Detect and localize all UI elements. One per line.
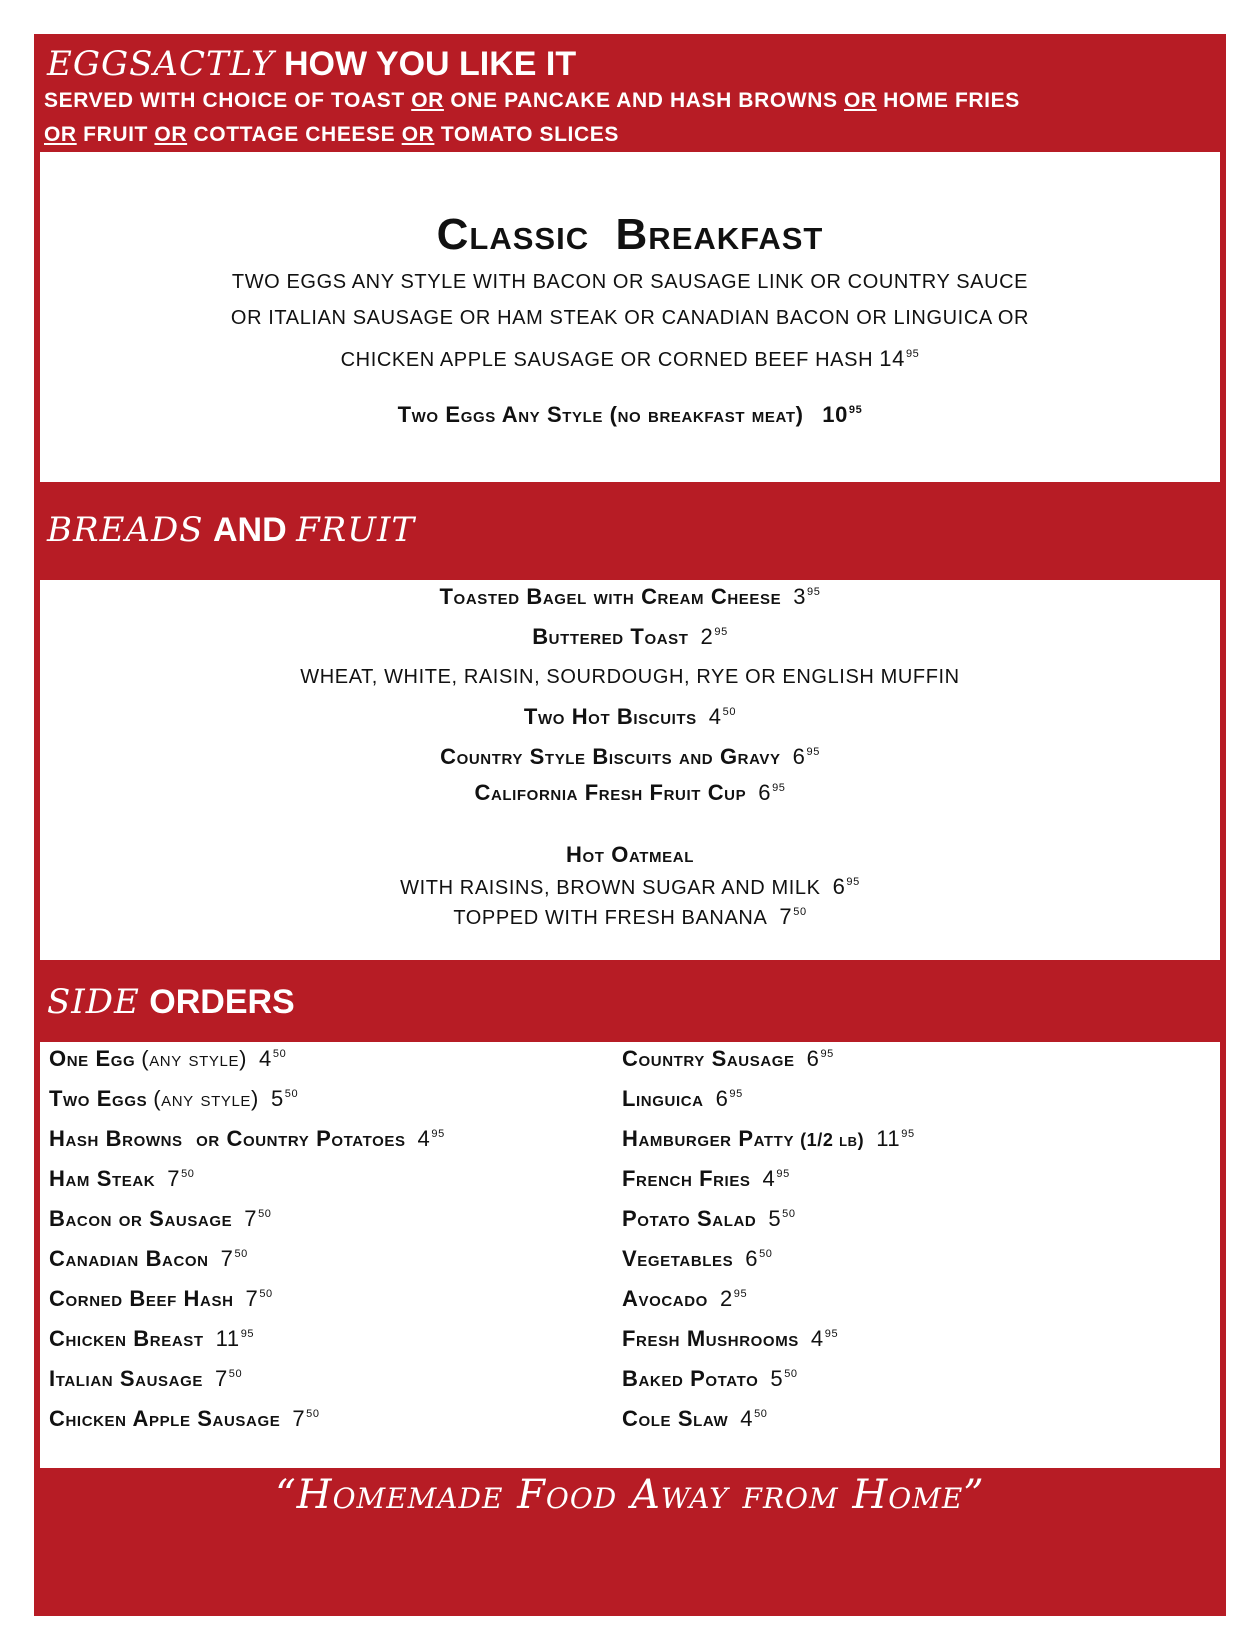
price-main: 6 [745, 1246, 759, 1271]
item-name: Toasted Bagel with Cream Cheese [439, 584, 782, 609]
item-name: Chicken Breast [49, 1326, 204, 1351]
served-text: ONE PANCAKE AND HASH BROWNS [443, 89, 844, 112]
price-cents: 50 [259, 1288, 273, 1300]
item-price [758, 780, 785, 805]
item-note: (1/2 lb) [800, 1130, 865, 1150]
item-price [793, 744, 820, 769]
price-main: 4 [762, 1166, 776, 1191]
side-script-word: SIDE [47, 982, 140, 1022]
or-underlined: OR [411, 89, 444, 112]
price-cents: 95 [733, 1288, 748, 1300]
price-cents: 95 [846, 876, 860, 888]
item-price [716, 1086, 743, 1111]
price-cents: 95 [772, 782, 786, 794]
served-text: COTTAGE CHEESE [187, 123, 402, 146]
side-order-item [622, 1126, 915, 1152]
price-cents: 50 [754, 1408, 768, 1420]
item-name: Hot Oatmeal [566, 842, 694, 867]
price-main: 5 [770, 1366, 784, 1391]
item-name: Potato Salad [622, 1206, 757, 1231]
price-main: 10 [822, 402, 848, 427]
menu-item [40, 704, 1220, 730]
price-cents: 50 [258, 1208, 272, 1220]
price-main: 4 [740, 1406, 754, 1431]
item-name: Country Style Biscuits and Gravy [440, 744, 781, 769]
item-price [763, 1166, 790, 1191]
item-name: Canadian Bacon [49, 1246, 209, 1271]
item-price [822, 402, 862, 427]
menu-item-variant [40, 904, 1220, 930]
price-main: 11 [215, 1326, 240, 1351]
item-price [221, 1246, 248, 1271]
price-cents: 50 [759, 1248, 773, 1260]
item-price [418, 1126, 445, 1151]
side-order-item [49, 1086, 298, 1112]
price-cents: 95 [901, 1128, 915, 1140]
item-price [259, 1046, 286, 1071]
side-order-item [49, 1206, 272, 1232]
classic-breakfast-description [40, 264, 1220, 378]
price-cents: 95 [820, 1048, 834, 1060]
item-name: Hamburger Patty [622, 1126, 795, 1151]
item-price [216, 1326, 254, 1351]
served-text: SERVED WITH CHOICE OF TOAST [44, 89, 412, 112]
price-cents: 95 [848, 404, 863, 416]
eggsactly-heading [47, 44, 576, 84]
and-bold-word: AND [212, 511, 287, 549]
price-cents: 95 [776, 1168, 790, 1180]
price-cents: 95 [806, 746, 820, 758]
item-name: Corned Beef Hash [49, 1286, 234, 1311]
price-main: 5 [270, 1086, 284, 1111]
or-underlined: OR [154, 123, 188, 146]
price-main: 2 [700, 624, 714, 649]
price-cents: 50 [234, 1248, 248, 1260]
price-cents: 95 [824, 1328, 839, 1340]
side-order-item [49, 1046, 286, 1072]
served-text: FRUIT [76, 123, 155, 146]
price-main: 7 [245, 1286, 259, 1311]
price-main: 4 [417, 1126, 431, 1151]
variant-text: TOPPED WITH FRESH BANANA [453, 907, 768, 929]
item-name: French Fries [622, 1166, 751, 1191]
item-name: Buttered Toast [532, 624, 689, 649]
price-main: 6 [832, 874, 846, 899]
price-main: 11 [876, 1126, 901, 1151]
item-price [768, 1206, 795, 1231]
item-name: California Fresh Fruit Cup [474, 780, 747, 805]
item-name: Fresh Mushrooms [622, 1326, 799, 1351]
price-cents: 50 [793, 906, 807, 918]
menu-item [40, 584, 1220, 610]
price-main: 7 [292, 1406, 306, 1431]
price-main: 2 [719, 1286, 733, 1311]
price-main: 3 [793, 584, 807, 609]
side-orders-heading [47, 982, 295, 1022]
item-note: (any style) [153, 1086, 259, 1111]
price-main: 4 [708, 704, 722, 729]
item-name: Linguica [622, 1086, 704, 1111]
side-order-item [622, 1286, 747, 1312]
item-price [701, 624, 728, 649]
price-cents: 50 [306, 1408, 320, 1420]
price-main: 6 [715, 1086, 729, 1111]
side-order-item [49, 1326, 254, 1352]
item-price [807, 1046, 834, 1071]
classic-desc-line: OR ITALIAN SAUSAGE OR HAM STEAK OR CANADIAN BACON OR LINGUICA OR [230, 307, 1030, 329]
item-note: (any style) [141, 1046, 248, 1071]
price-main: 5 [768, 1206, 782, 1231]
eggsactly-script-word: EGGSACTLY [47, 44, 275, 84]
item-price [770, 1366, 797, 1391]
price-cents: 50 [272, 1048, 287, 1060]
item-price [876, 1126, 914, 1151]
item-price [779, 904, 806, 929]
side-order-item [49, 1366, 242, 1392]
classic-desc-text: CHICKEN APPLE SAUSAGE OR CORNED BEEF HASH [340, 349, 874, 371]
item-name: Avocado [622, 1286, 708, 1311]
price-main: 6 [792, 744, 806, 769]
side-order-item [622, 1246, 773, 1272]
price-cents: 50 [722, 706, 737, 718]
item-name: Two Hot Biscuits [523, 704, 697, 729]
price-cents: 95 [905, 348, 920, 360]
item-name: Cole Slaw [622, 1406, 729, 1431]
fruit-script-word: FRUIT [296, 510, 416, 550]
item-name: Ham Steak [49, 1166, 156, 1191]
side-order-item [622, 1326, 838, 1352]
item-name: Bacon or Sausage [49, 1206, 233, 1231]
item-name: Two Eggs Any Style (no breakfast meat) [397, 402, 804, 427]
item-name: Two Eggs [49, 1086, 148, 1111]
item-price [292, 1406, 319, 1431]
item-price [244, 1206, 271, 1231]
item-name: Vegetables [622, 1246, 734, 1271]
item-price [246, 1286, 273, 1311]
item-name: Italian Sausage [49, 1366, 203, 1391]
side-order-item [622, 1046, 834, 1072]
price-cents: 95 [240, 1328, 255, 1340]
orders-bold-word: ORDERS [149, 983, 295, 1021]
price-main: 4 [810, 1326, 824, 1351]
side-order-item [622, 1406, 768, 1432]
served-with-note [44, 84, 1214, 152]
tagline: “Homemade Food Away from Home” [275, 1472, 985, 1518]
classic-price [879, 346, 919, 371]
price-cents: 50 [784, 1368, 798, 1380]
price-main: 6 [806, 1046, 820, 1071]
item-price [709, 704, 736, 729]
item-name: Baked Potato [622, 1366, 759, 1391]
variant-text: WITH RAISINS, BROWN SUGAR AND MILK [400, 877, 821, 899]
served-line-1 [44, 84, 1214, 118]
or-underlined: OR [401, 123, 435, 146]
menu-item [40, 780, 1220, 806]
classic-desc-line [40, 336, 1220, 378]
item-price [811, 1326, 838, 1351]
price-main: 7 [214, 1366, 228, 1391]
price-main: 14 [879, 346, 905, 371]
price-cents: 95 [431, 1128, 445, 1140]
price-main: 6 [758, 780, 772, 805]
breads-script-word: BREADS [47, 510, 204, 550]
price-cents: 50 [782, 1208, 796, 1220]
side-order-item [622, 1206, 796, 1232]
price-cents: 50 [284, 1088, 299, 1100]
item-name: One Egg [49, 1046, 136, 1071]
price-main: 7 [779, 904, 793, 929]
item-price [215, 1366, 242, 1391]
menu-item [40, 624, 1220, 650]
side-order-item [622, 1366, 798, 1392]
two-eggs-no-meat [40, 402, 1220, 428]
item-price [745, 1246, 772, 1271]
item-price [720, 1286, 747, 1311]
price-main: 7 [220, 1246, 234, 1271]
price-cents: 50 [228, 1368, 243, 1380]
item-price [740, 1406, 767, 1431]
price-cents: 50 [181, 1168, 195, 1180]
menu-item-variant [40, 874, 1220, 900]
served-text: HOME FRIES [876, 89, 1020, 112]
item-price [793, 584, 820, 609]
side-order-item [622, 1086, 743, 1112]
item-price [833, 874, 860, 899]
price-cents: 95 [807, 586, 821, 598]
price-main: 4 [259, 1046, 272, 1071]
breads-and-fruit-heading [47, 510, 415, 550]
classic-breakfast-title: Classic Breakfast [436, 210, 824, 259]
price-cents: 95 [729, 1088, 743, 1100]
side-order-item [49, 1166, 195, 1192]
side-order-item [622, 1166, 790, 1192]
served-text: TOMATO SLICES [434, 123, 619, 146]
item-price [167, 1166, 194, 1191]
or-underlined: OR [844, 89, 877, 112]
price-cents: 95 [714, 626, 728, 638]
price-main: 7 [244, 1206, 258, 1231]
item-name: Chicken Apple Sausage [49, 1406, 281, 1431]
item-name: Hash Browns or Country Potatoes [49, 1126, 406, 1151]
side-order-item [49, 1286, 273, 1312]
price-main: 7 [167, 1166, 181, 1191]
served-line-2 [44, 118, 1214, 152]
side-order-item [49, 1406, 320, 1432]
item-name: Country Sausage [622, 1046, 795, 1071]
or-underlined: OR [44, 123, 77, 146]
menu-item-heading [40, 842, 1220, 868]
classic-desc-line: TWO EGGS ANY STYLE WITH BACON OR SAUSAGE LINK OR COUNTRY SAUCE [231, 271, 1029, 293]
menu-item [40, 744, 1220, 770]
item-price [271, 1086, 298, 1111]
eggsactly-bold-words: HOW YOU LIKE IT [283, 45, 577, 83]
side-order-item [49, 1246, 248, 1272]
bread-options: WHEAT, WHITE, RAISIN, SOURDOUGH, RYE OR ENGLISH MUFFIN [300, 666, 960, 688]
side-order-item [49, 1126, 445, 1152]
